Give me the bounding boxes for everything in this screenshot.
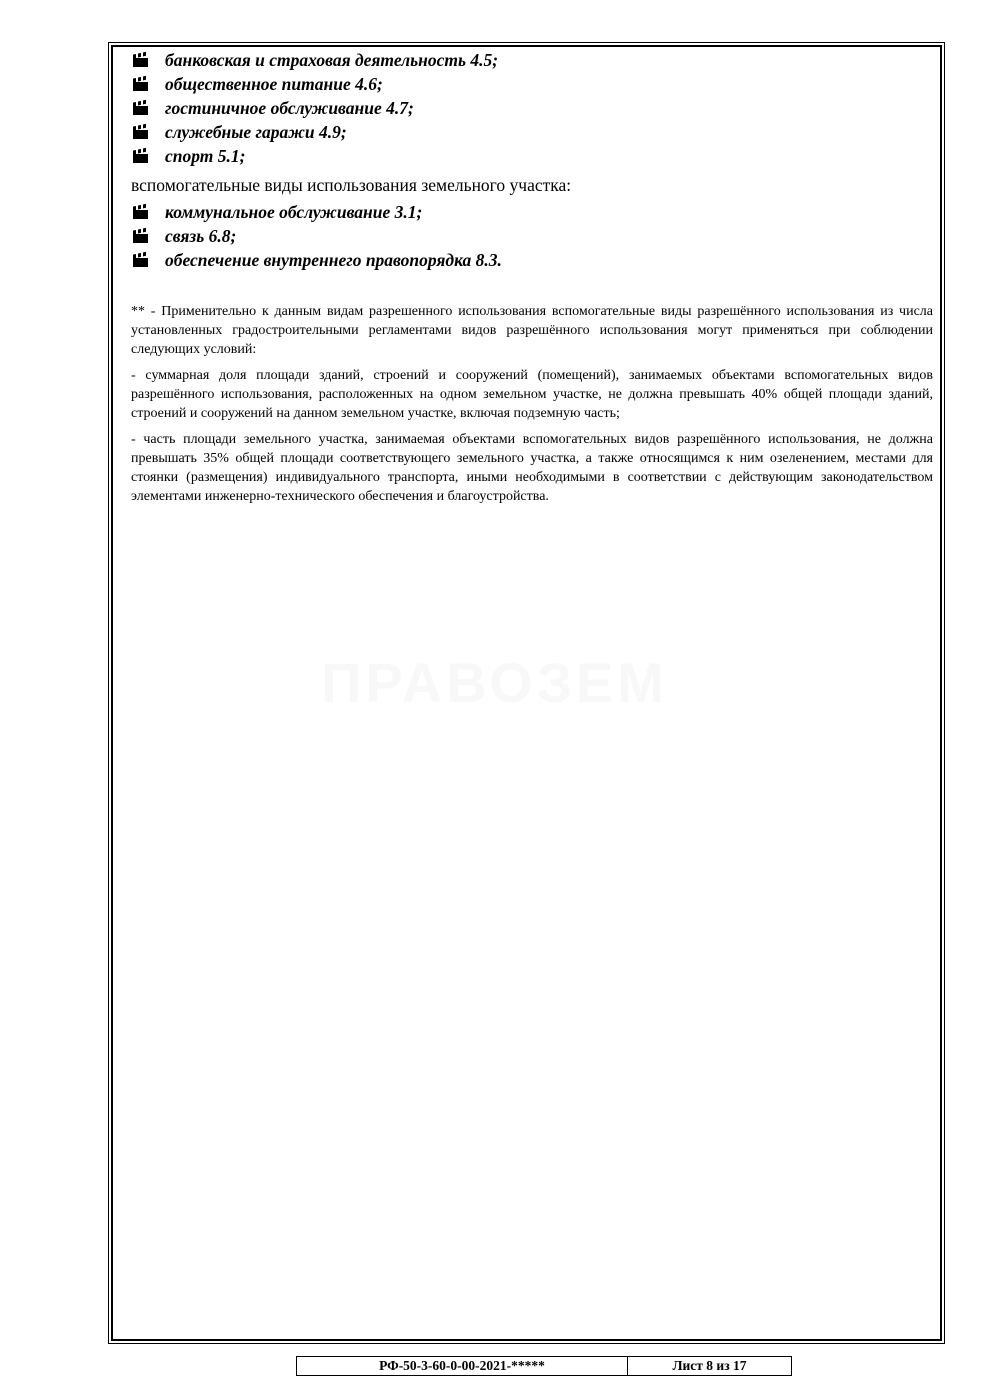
- main-uses-list: [131, 48, 933, 168]
- clapperboard-icon: [133, 229, 149, 243]
- list-item: [131, 120, 933, 144]
- watermark: ПРАВОЗЕМ: [321, 651, 668, 714]
- list-item-label: общественное питание 4.6;: [165, 74, 383, 94]
- list-item: [131, 200, 933, 224]
- list-item: [131, 48, 933, 72]
- clapperboard-icon: [133, 101, 149, 115]
- clapperboard-icon: [133, 205, 149, 219]
- list-item: [131, 144, 933, 168]
- list-item-label: банковская и страховая деятельность 4.5;: [165, 50, 499, 70]
- clapperboard-icon: [133, 125, 149, 139]
- clapperboard-icon: [133, 77, 149, 91]
- clapperboard-icon: [133, 149, 149, 163]
- footnote-condition: - суммарная доля площади зданий, строений и сооружений (помещений), занимаемых объектами вспомогательных видов разрешённого использования, расположенных на одном земельном участке, не должна превышать 40% общей площади зданий, строений и сооружений на данном земельном участке, включая подземную часть;: [131, 368, 933, 421]
- document-code: РФ-50-3-60-0-00-2021-*****: [297, 1357, 628, 1375]
- sheet-number: Лист 8 из 17: [672, 1358, 747, 1373]
- list-item-label: гостиничное обслуживание 4.7;: [165, 98, 414, 118]
- list-item: [131, 72, 933, 96]
- footnote-condition: - часть площади земельного участка, занимаемая объектами вспомогательных видов разрешённого использования, не должна превышать 35% общей площади соответствующего земельного участка, а также относящимся к ним озеленением, местами для стоянки (размещения) индивидуального транспорта, иными необходимыми в соответствии с действующим законодательством элементами инженерно-технического обеспечения и благоустройства.: [131, 432, 933, 504]
- clapperboard-icon: [133, 253, 149, 267]
- title-block: [296, 1356, 792, 1376]
- list-item: [131, 248, 933, 272]
- document-body: [131, 48, 933, 513]
- list-item-label: связь 6.8;: [165, 226, 237, 246]
- footnote-intro: ** - Применительно к данным видам разрешенного использования вспомогательные виды разрешённого использования из числа установленных градостроительными регламентами видов разрешённого использования могут применяться при соблюдении следующих условий:: [131, 304, 933, 357]
- auxiliary-heading: вспомогательные виды использования земельного участка:: [131, 175, 572, 195]
- auxiliary-uses-list: [131, 200, 933, 272]
- list-item-label: коммунальное обслуживание 3.1;: [165, 202, 423, 222]
- clapperboard-icon: [133, 53, 149, 67]
- list-item: [131, 96, 933, 120]
- list-item-label: спорт 5.1;: [165, 146, 246, 166]
- footnote-block: [131, 302, 933, 506]
- list-item-label: обеспечение внутреннего правопорядка 8.3.: [165, 250, 502, 270]
- list-item: [131, 224, 933, 248]
- list-item-label: служебные гаражи 4.9;: [165, 122, 347, 142]
